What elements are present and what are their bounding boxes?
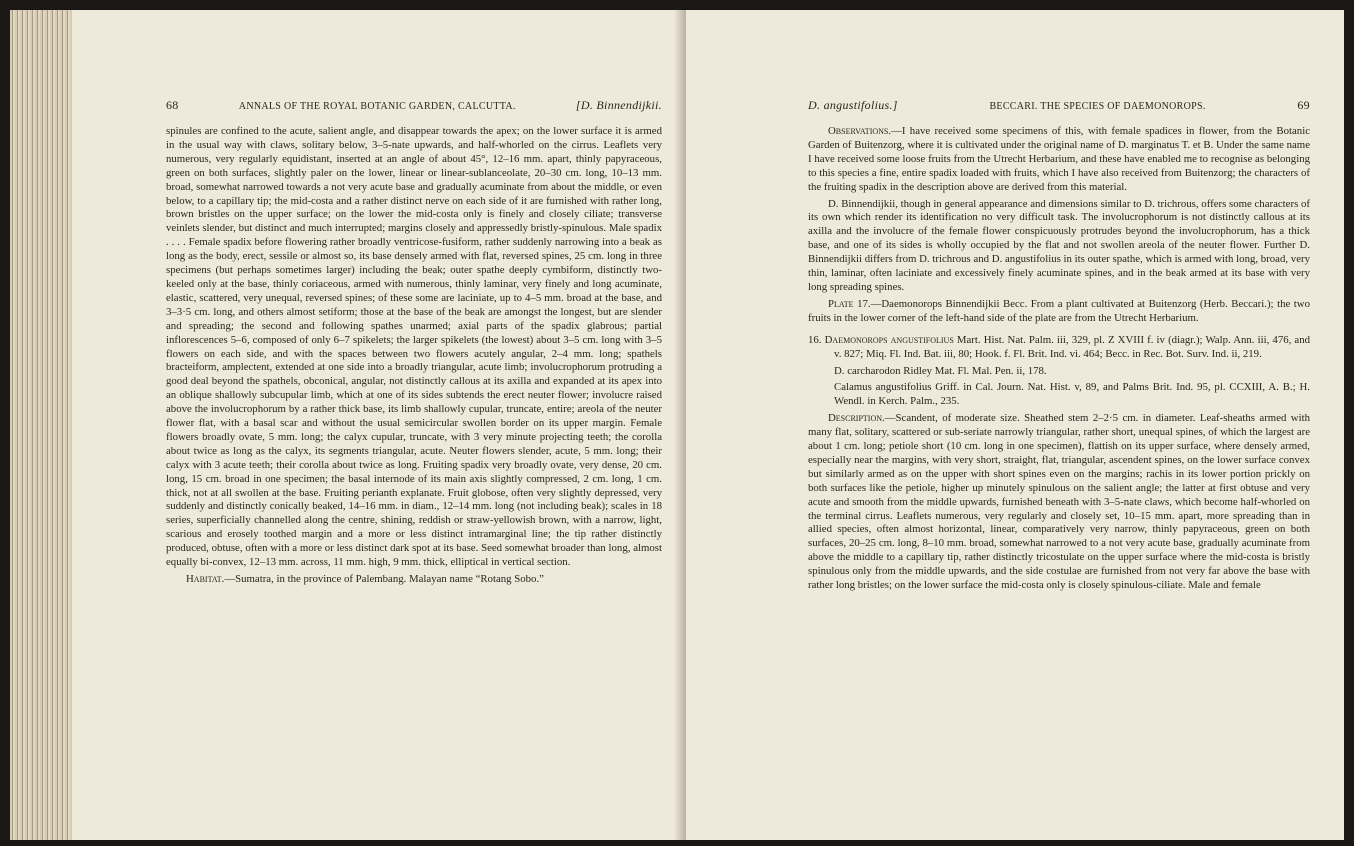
left-running-head (166, 98, 662, 113)
description-paragraph (808, 412, 1310, 593)
observations-text: —I have received some specimens of this, with female spadices in flower, from the Botanic Garden of Buitenzorg, where it is cultivated under the original name of D. marginatus T. et B. Under the same name I have received some loose fruits from the Utrecht Herbarium, and these have enabled me to recognise as belonging to this species a fine, entire spadix loaded with fruits, which I have also received from Buitenzorg; the characters of the fruiting spadix in the description above are derived from this material. (808, 125, 1310, 193)
left-page (72, 10, 686, 840)
running-title-right: BECCARI. THE SPECIES OF DAEMONOROPS. (989, 101, 1206, 112)
description-label: Description. (828, 412, 885, 425)
species-number: 16. (808, 333, 822, 346)
left-body-text: spinules are confined to the acute, salient angle, and disappear towards the apex; on the lower surface it is armed in the usual way with claws, solitary below, 3–5-nate upwards, and half-whorled on the cirrus. Leaflets very numerous, very regularly equidistant, inserted at an angle of about 45°, 12–16 mm. apart, thinly papyraceous, green on both surfaces, slightly paler on the lower, linear or linear-sublanceolate, 20–30 cm. long, 10–13 mm. broad, somewhat narrowed towards a not very acute base and gradually acuminate from about the middle, or even below, to a capillary tip; the mid-costa and a rather distinct nerve on each side of it are furnished with rather long, brown bristles on the upper surface; on the lower the mid-costa only is finely and closely ciliate; transverse veinlets slender, but distinct and much interrupted; margins closely and appressedly bristly-spinulous. Male spadix . . . . Female spadix before flowering rather broadly ventricose-fusiform, rather suddenly narrowing into a beak as long as the body, erect, sessile or almost so, its base densely armed with flat, reversed spines, 25 cm. long in three specimens (but perhaps sometimes larger) including the beak; outer spathe deeply cymbiform, distinctly two-keeled only at the base, thinly coriaceous, armed with numerous, thinly laminar, very finely and long acuminate, elastic, scattered, very unequal, reversed spines; of these some are laciniate, up to 4–5 mm. broad at the base, and 3–3·5 cm. long, and others almost setiform; those at the base of the beak are amongst the longest, but are slender and spreading; the second and following spathes unarmed; axial parts of the spadix glabrous; partial inflorescences 5–6, composed of only 6–7 spikelets; the larger spikelets (the lowest) about 3–5 cm. long with 3–5 flowers on each side, and with the spaces between two flowers acutely angular, 2–4 mm. long; spathels bracteiform, amplectent, extended at one side into a broadly triangular, acute limb; involucrophorum protruding a good deal beyond the spathels, obconical, angular, not distinctly callous at its axilla and expanded at its apex into an oblique shallowly subcupular limb, which at one of its sides subtends the erect neuter flower; involucre raised above the involucrophorum by a rather thick base, its limb shallowly cupular, truncate, entire; areola of the neuter flower flat, with a basal scar and without the usual semicircular swollen border on its upper margin. Female flowers broadly ovate, 5 mm. long; the calyx cupular, truncate, with 3 very minute projecting teeth; the corolla about twice as long as the calyx, its segments triangular, acute. Neuter flowers slender, acute, 5 mm. long; their calyx with 3 acute teeth; their corolla about twice as long. Fruiting spadix very broadly ovate, very dense, 20 cm. long, 15 cm. broad in one specimen; the basal internode of its main axis slightly compressed, 2 cm. long, 1 cm. thick, not at all swollen at the base. Fruiting perianth explanate. Fruit globose, often very slightly depressed, very suddenly and distinctly conically beaked, 14–16 mm. in diam., 12–14 mm. long (not including beak); scales in 18 series, superficially channelled along the centre, shining, reddish or straw-yellowish brown, with a narrow, light, scarious and erosely toothed margin and a more or less distinct intramarginal line; the tip rather distinctly produced, obtuse, often with a more or less distinct dark spot at its base. Seed somewhat broader than long, almost equally bi-convex, 12–13 mm. across, 11 mm. high, 9 mm. thick, elliptical in vertical section. (166, 125, 662, 569)
right-running-head (808, 98, 1310, 113)
description-text: —Scandent, of moderate size. Sheathed stem 2–2·5 cm. in diameter. Leaf-sheaths armed with many flat, solitary, scattered or sub-seriate narrowly triangular, rather short, unequal spines, of which the largest are about 1 cm. long; petiole short (10 cm. long in one specimen), flattish on its upper surface, where densely armed, especially near the margins, with very short, straight, flat, triangular, ascendent spines, on the lower surface convex but similarly armed as on the upper with short spines even on the margins; rachis in its lower portion prickly on both surfaces like the petiole, higher up minutely spinulous on the salient angle; the latter at first obtuse and very acute and smooth from the middle upwards, furnished beneath with 3–5-nate claws, which become half-whorled on the terminal cirrus. Leaflets numerous, very regularly and closely set, 10–15 mm. apart, more spreading than in allied species, often almost horizontal, linear, comparatively very narrow, thinly papyraceous, green on both surfaces, 20–25 cm. long, 8–10 mm. broad, somewhat narrowed to a not very acute base, gradually acuminate from above the middle to a capillary tip, rather distinctly tricostulate on the upper surface where the mid-costa is bristly spinulous only from the middle upwards, and the side costulae are furnished from not very far above the base with rather long bristles; on the lower surface the mid-costa only is closely spinulous-ciliate. Male and female (808, 412, 1310, 592)
synonym-1: D. carcharodon Ridley Mat. Fl. Mal. Pen. ii, 178. (834, 364, 1047, 377)
page-number-left: 68 (166, 98, 179, 112)
comparison-paragraph: D. Binnendijkii, though in general appearance and dimensions similar to D. trichrous, offers some characters of its own which render its identification no very difficult task. The involucrophorum is not distinctly callous at its axilla and the involucre of the female flower conspicuously protrudes beyond the involucrophorum, has a thick base, and one of its sides is wholly occupied by the flat and not swollen areola of the neuter flower. Further D. Binnendijkii differs from D. trichrous and D. angustifolius in its outer spathe, which is armed with long, broad, very thin, laminar, often laciniate and excessively finely acuminate spines, and in the beak armed at its base with very long spreading spines. (808, 197, 1310, 293)
plate-paragraph (808, 298, 1310, 326)
running-title-left: ANNALS OF THE ROYAL BOTANIC GARDEN, CALCUTTA. (238, 101, 516, 112)
species-tag-right: D. angustifolius.] (808, 98, 898, 112)
observations-label: Observations. (828, 125, 892, 137)
observations-paragraph (808, 125, 1310, 195)
species-reference: Mart. Hist. Nat. Palm. iii, 329, pl. Z XVIII f. iv (diagr.); Walp. Ann. iii, 476, and v. 827; Miq. Fl. Ind. Bat. iii, 80; Hook. f. Fl. Brit. Ind. vi. 464; Becc. in Rec. Bot. Surv. Ind. ii, 219. (834, 333, 1311, 360)
synonym-2: Calamus angustifolius Griff. in Cal. Journ. Nat. Hist. v, 89, and Palms Brit. Ind. 95, pl. CCXIII, A. B.; H. Wendl. in Kerch. Palm., 235. (834, 381, 1310, 408)
page-edges (10, 10, 72, 840)
species-heading (808, 334, 1310, 362)
plate-text: 17.—Daemonorops Binnendijkii Becc. From a plant cultivated at Buitenzorg (Herb. Beccari.); the two fruits in the lower corner of the left-hand side of the plate are from the Utrecht Herbarium. (808, 297, 1310, 324)
species-name: Daemonorops angustifolius (824, 333, 954, 346)
book-spread (10, 10, 1344, 840)
plate-label: Plate (828, 297, 854, 310)
habitat-text: —Sumatra, in the province of Palembang. Malayan name “Rotang Sobo.” (224, 573, 544, 585)
right-page (686, 10, 1344, 840)
page-number-right: 69 (1297, 98, 1310, 112)
habitat-label: Habitat. (186, 573, 225, 585)
habitat-paragraph (166, 573, 662, 587)
species-tag-left: [D. Binnendijkii. (575, 98, 662, 112)
